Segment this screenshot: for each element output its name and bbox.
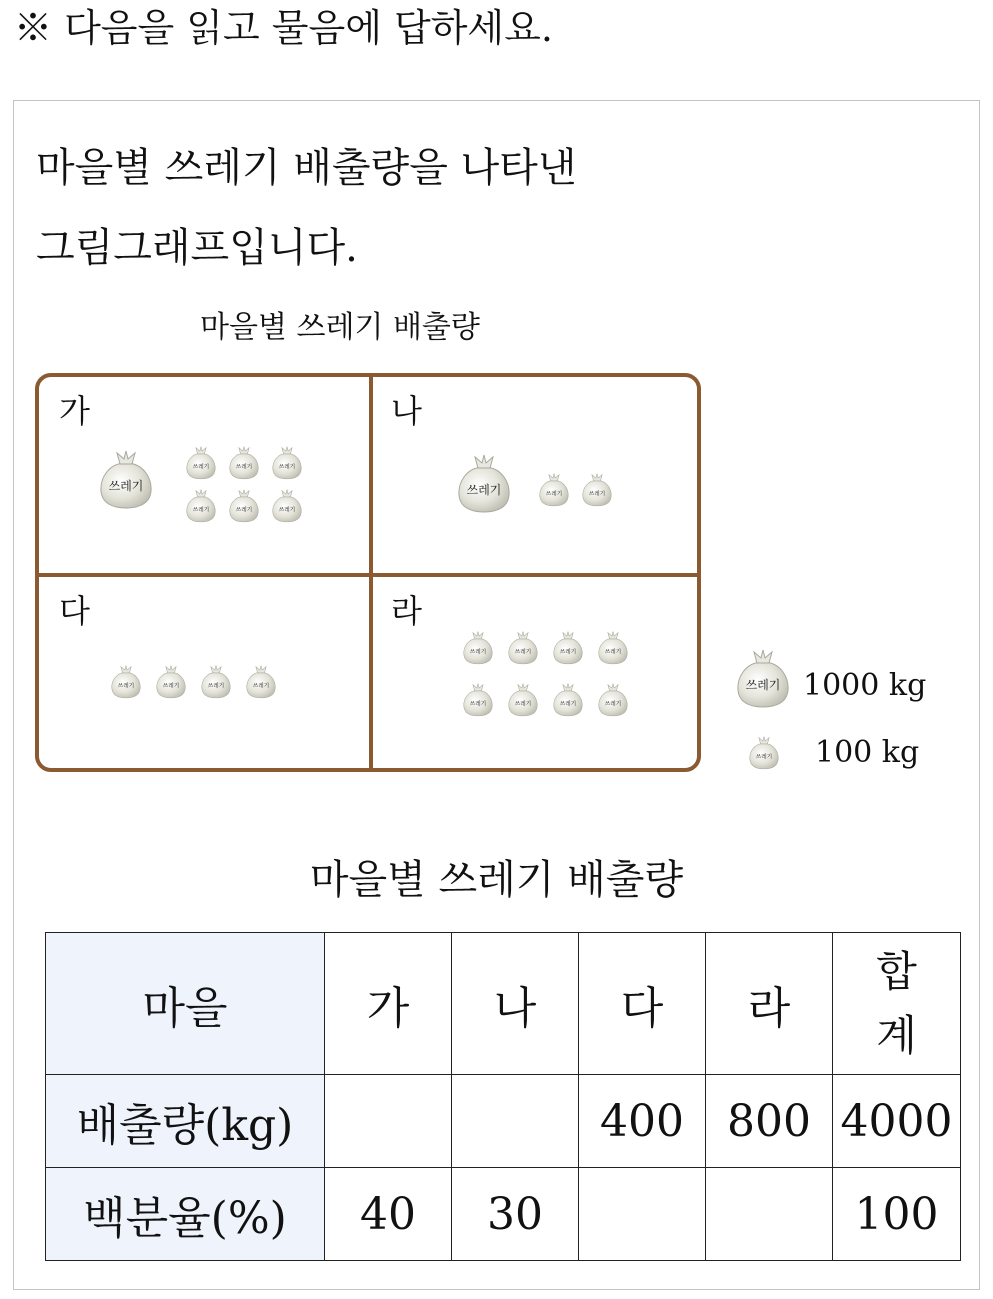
svg-text:쓰레기: 쓰레기 (588, 491, 606, 498)
svg-text:쓰레기: 쓰레기 (604, 701, 622, 708)
svg-text:쓰레기: 쓰레기 (108, 479, 144, 493)
cell-label-ra: 라 (391, 592, 422, 630)
big-garbage-bag-icon (96, 449, 156, 511)
svg-text:쓰레기: 쓰레기 (252, 683, 270, 690)
cell-amount-da: 400 (579, 1075, 706, 1168)
small-garbage-bag-icon (461, 681, 495, 719)
cell-percent-total: 100 (833, 1168, 961, 1261)
small-garbage-bag-icon (596, 681, 630, 719)
svg-text:쓰레기: 쓰레기 (117, 683, 135, 690)
svg-text:쓰레기: 쓰레기 (278, 464, 296, 471)
header-total-char-2: 계 (876, 1010, 917, 1060)
small-garbage-bag-icon (227, 444, 261, 482)
legend-small-bag-shape (747, 734, 781, 772)
small-garbage-bag-icon (506, 629, 540, 667)
svg-text:쓰레기: 쓰레기 (192, 464, 210, 471)
small-garbage-bag-icon (109, 663, 143, 701)
small-garbage-bag-icon (461, 629, 495, 667)
header-village: 마을 (46, 933, 325, 1075)
table-row (46, 1168, 961, 1261)
header-col-ga: 가 (325, 933, 452, 1075)
svg-text:쓰레기: 쓰레기 (466, 483, 502, 497)
small-garbage-bag-icon (551, 681, 585, 719)
header-col-total (833, 933, 961, 1075)
cell-label-ga: 가 (59, 392, 90, 430)
svg-text:쓰레기: 쓰레기 (559, 649, 577, 656)
table-title: 마을별 쓰레기 배출량 (309, 857, 684, 903)
row-label-amount: 배출량(kg) (46, 1075, 325, 1168)
small-garbage-bag-icon (506, 681, 540, 719)
cell-label-da: 다 (59, 592, 90, 630)
intro-text (36, 128, 576, 288)
svg-text:쓰레기: 쓰레기 (235, 507, 253, 514)
svg-text:쓰레기: 쓰레기 (235, 464, 253, 471)
picture-graph (35, 373, 701, 772)
legend-small-label: 100 kg (815, 735, 920, 770)
cell-amount-ga (325, 1075, 452, 1168)
cell-percent-ra (706, 1168, 833, 1261)
small-garbage-bag-icon (227, 487, 261, 525)
small-garbage-bag-icon (199, 663, 233, 701)
small-garbage-bag-icon (551, 629, 585, 667)
header-col-ra: 라 (706, 933, 833, 1075)
row-label-percent: 백분율(%) (46, 1168, 325, 1261)
svg-text:쓰레기: 쓰레기 (192, 507, 210, 514)
svg-text:쓰레기: 쓰레기 (545, 491, 563, 498)
picture-graph-title: 마을별 쓰레기 배출량 (200, 310, 480, 345)
svg-text:쓰레기: 쓰레기 (469, 701, 487, 708)
small-garbage-bag-icon (596, 629, 630, 667)
small-garbage-bag-icon (184, 444, 218, 482)
cell-percent-ga: 40 (325, 1168, 452, 1261)
cell-amount-total: 4000 (833, 1075, 961, 1168)
cell-amount-na (452, 1075, 579, 1168)
instruction-text: ※ 다음을 읽고 물음에 답하세요. (14, 6, 553, 50)
svg-text:쓰레기: 쓰레기 (745, 678, 781, 692)
svg-text:쓰레기: 쓰레기 (207, 683, 225, 690)
grid-divider-horizontal (39, 573, 697, 577)
small-garbage-bag-icon (154, 663, 188, 701)
small-garbage-bag-icon (270, 444, 304, 482)
small-garbage-bag-icon (580, 471, 614, 509)
data-table (45, 932, 961, 1261)
svg-text:쓰레기: 쓰레기 (514, 649, 532, 656)
table-row (46, 1075, 961, 1168)
cell-percent-na: 30 (452, 1168, 579, 1261)
legend-big-bag-icon (733, 648, 793, 714)
svg-text:쓰레기: 쓰레기 (162, 683, 180, 690)
header-col-na: 나 (452, 933, 579, 1075)
cell-percent-da (579, 1168, 706, 1261)
svg-text:쓰레기: 쓰레기 (604, 649, 622, 656)
svg-text:쓰레기: 쓰레기 (469, 649, 487, 656)
header-col-da: 다 (579, 933, 706, 1075)
svg-text:쓰레기: 쓰레기 (755, 754, 773, 761)
big-garbage-bag-icon (454, 453, 514, 515)
intro-line-2: 그림그래프입니다. (36, 225, 358, 271)
cell-label-na: 나 (391, 392, 422, 430)
header-total-char-1: 합 (876, 946, 917, 996)
cell-amount-ra: 800 (706, 1075, 833, 1168)
small-garbage-bag-icon (537, 471, 571, 509)
table-header-row (46, 933, 961, 1075)
small-garbage-bag-icon (244, 663, 278, 701)
legend-small-bag-icon (747, 734, 781, 776)
legend-big-bag-shape (733, 648, 793, 710)
svg-text:쓰레기: 쓰레기 (559, 701, 577, 708)
small-garbage-bag-icon (184, 487, 218, 525)
intro-line-1: 마을별 쓰레기 배출량을 나타낸 (36, 145, 577, 191)
legend-big-label: 1000 kg (803, 668, 927, 703)
small-garbage-bag-icon (270, 487, 304, 525)
svg-text:쓰레기: 쓰레기 (278, 507, 296, 514)
svg-text:쓰레기: 쓰레기 (514, 701, 532, 708)
